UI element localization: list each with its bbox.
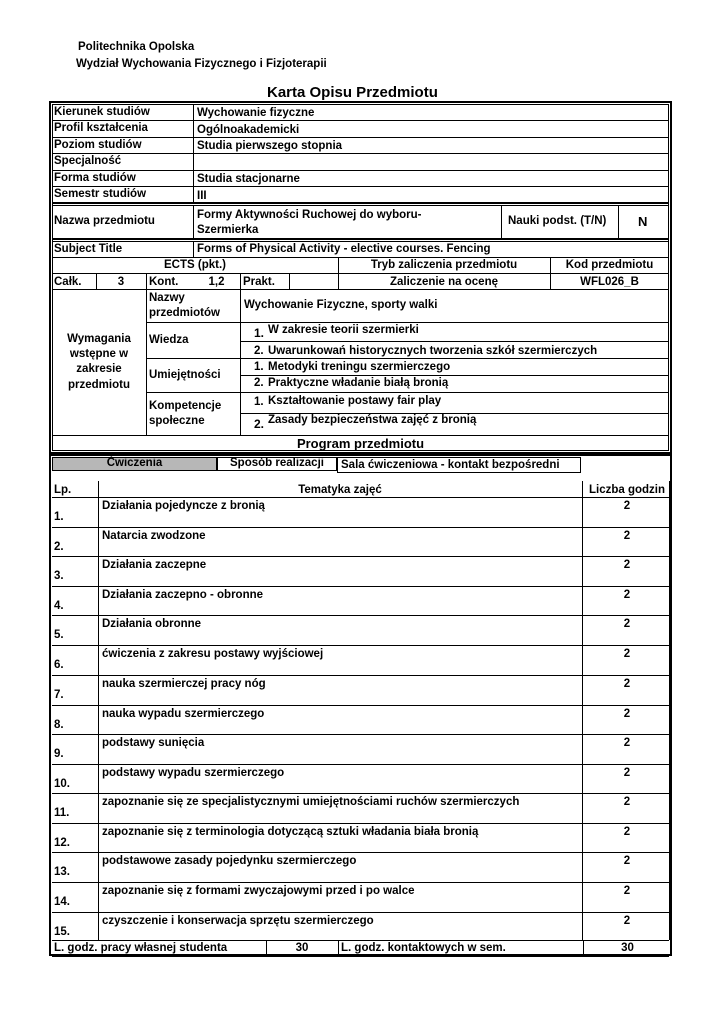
social-competence-label: Kompetencje (149, 400, 222, 412)
row-number: 11. (54, 807, 70, 819)
ects-total-value: 3 (117, 276, 125, 288)
row-topic: podstawy wypadu szermierczego (102, 767, 285, 779)
row-hours: 2 (623, 767, 631, 779)
row-hours: 2 (623, 559, 631, 571)
row-hours: 2 (623, 885, 631, 897)
row-number: 10. (54, 778, 70, 790)
method-value: Sala ćwiczeniowa - kontakt bezpośredni (341, 459, 560, 471)
program-title: Program przedmiotu (296, 436, 425, 451)
info-label: Forma studiów (54, 172, 136, 184)
requirements-label-line: wstępne w (69, 348, 129, 360)
knowledge-num: 1. (254, 326, 265, 340)
subject-name-line2: Szermierka (197, 224, 259, 236)
row-hours: 2 (623, 737, 631, 749)
ects-contact-value: 1,2 (208, 276, 225, 288)
method-label: Sposób realizacji (230, 457, 324, 469)
ects-total-label: Całk. (54, 276, 82, 288)
requirements-label-line: zakresie (76, 363, 122, 375)
social-competence-label: społeczne (149, 415, 205, 427)
row-hours: 2 (623, 915, 631, 927)
ects-contact-label: Kont. (149, 276, 179, 288)
row-number: 14. (54, 896, 70, 908)
info-value: III (197, 190, 207, 202)
row-number: 7. (54, 689, 64, 701)
info-value: Wychowanie fizyczne (197, 107, 315, 119)
knowledge-item: Uwarunkowań historycznych tworzenia szkół szermierczych (268, 345, 598, 357)
row-number: 2. (54, 541, 64, 553)
social-item: Zasady bezpieczeństwa zajęć z bronią (268, 414, 477, 426)
row-number: 5. (54, 629, 64, 641)
requirements-label-line: przedmiotu (68, 379, 130, 391)
row-topic: Działania pojedyncze z bronią (102, 500, 265, 512)
row-topic: zapoznanie się z formami zwyczajowymi przed i po walce (102, 885, 415, 897)
row-topic: ćwiczenia z zakresu postawy wyjściowej (102, 648, 324, 660)
subject-name-label: Nazwa przedmiotu (54, 215, 155, 227)
info-label: Poziom studiów (54, 139, 142, 151)
basic-sciences-label: Nauki podst. (T/N) (508, 215, 607, 227)
row-number: 15. (54, 926, 70, 938)
faculty-name: Wydział Wychowania Fizycznego i Fizjoterapii (76, 58, 327, 70)
own-work-label: L. godz. pracy własnej studenta (54, 942, 228, 954)
prior-subjects-label: Nazwy (149, 292, 185, 304)
row-number: 6. (54, 659, 64, 671)
row-topic: podstawowe zasady pojedynku szermierczego (102, 855, 357, 867)
row-topic: nauka wypadu szermierczego (102, 708, 265, 720)
social-item: Kształtowanie postawy fair play (268, 395, 442, 407)
prior-subjects-label: przedmiotów (149, 307, 220, 319)
row-hours: 2 (623, 500, 631, 512)
row-number: 3. (54, 570, 64, 582)
info-value: Studia pierwszego stopnia (197, 140, 343, 152)
skills-num: 1. (254, 361, 264, 373)
course-code-value: WFL026_B (580, 276, 639, 288)
social-num: 1. (254, 396, 264, 408)
row-topic: czyszczenie i konserwacja sprzętu szermierczego (102, 915, 374, 927)
basic-sciences-value: N (638, 214, 648, 229)
university-name: Politechnika Opolska (78, 41, 195, 53)
requirements-label-line: Wymagania (67, 333, 131, 345)
contact-hours-label: L. godz. kontaktowych w sem. (341, 942, 506, 954)
row-hours: 2 (623, 826, 631, 838)
row-topic: nauka szermierczej pracy nóg (102, 678, 266, 690)
info-label: Semestr studiów (54, 188, 147, 200)
info-label: Kierunek studiów (54, 106, 150, 118)
knowledge-num: 2. (254, 345, 264, 357)
social-num: 2. (254, 417, 265, 431)
assessment-mode-label: Tryb zaliczenia przedmiotu (370, 259, 518, 271)
row-topic: Działania obronne (102, 618, 202, 630)
subject-title-label: Subject Title (54, 243, 123, 255)
skills-label: Umiejętności (149, 369, 221, 381)
skills-item: Praktyczne władanie białą bronią (268, 377, 449, 389)
info-value: Ogólnoakademicki (197, 124, 300, 136)
assessment-mode-value: Zaliczenie na ocenę (389, 276, 498, 288)
row-topic: zapoznanie się ze specjalistycznymi umiejętnościami ruchów szermierczych (102, 796, 520, 808)
row-number: 9. (54, 748, 64, 760)
row-hours: 2 (623, 708, 631, 720)
row-topic: zapoznanie się z terminologia dotyczącą sztuki władania biała bronią (102, 826, 479, 838)
row-hours: 2 (623, 678, 631, 690)
row-topic: podstawy sunięcia (102, 737, 205, 749)
row-number: 4. (54, 600, 64, 612)
own-work-value: 30 (295, 942, 309, 954)
ects-practical-label: Prakt. (243, 276, 275, 288)
row-topic: Działania zaczepno - obronne (102, 589, 264, 601)
skills-num: 2. (254, 377, 264, 389)
subject-name-line1: Formy Aktywności Ruchowej do wyboru- (197, 209, 422, 221)
row-topic: Działania zaczepne (102, 559, 207, 571)
info-label: Profil kształcenia (54, 122, 148, 134)
prior-subjects-value: Wychowanie Fizyczne, sporty walki (244, 299, 438, 311)
col-topic: Tematyka zajęć (298, 484, 382, 496)
row-hours: 2 (623, 796, 631, 808)
row-hours: 2 (623, 589, 631, 601)
class-form-label: Ćwiczenia (106, 457, 163, 469)
row-number: 8. (54, 719, 64, 731)
ects-label: ECTS (pkt.) (164, 259, 226, 271)
row-hours: 2 (623, 618, 631, 630)
skills-item: Metodyki treningu szermierczego (268, 361, 451, 373)
knowledge-label: Wiedza (149, 334, 189, 346)
row-topic: Natarcia zwodzone (102, 530, 206, 542)
row-number: 13. (54, 866, 70, 878)
course-code-label: Kod przedmiotu (565, 259, 654, 271)
knowledge-item: W zakresie teorii szermierki (268, 324, 419, 336)
col-lp: Lp. (54, 484, 72, 496)
row-number: 1. (54, 511, 64, 523)
row-hours: 2 (623, 530, 631, 542)
col-hours: Liczba godzin (588, 484, 666, 496)
row-number: 12. (54, 837, 70, 849)
row-hours: 2 (623, 855, 631, 867)
info-value: Studia stacjonarne (197, 173, 300, 185)
info-label: Specjalność (54, 155, 122, 167)
subject-title-value: Forms of Physical Activity - elective courses. Fencing (197, 243, 491, 255)
contact-hours-value: 30 (621, 942, 634, 954)
page-title: Karta Opisu Przedmiotu (267, 84, 438, 101)
row-hours: 2 (623, 648, 631, 660)
